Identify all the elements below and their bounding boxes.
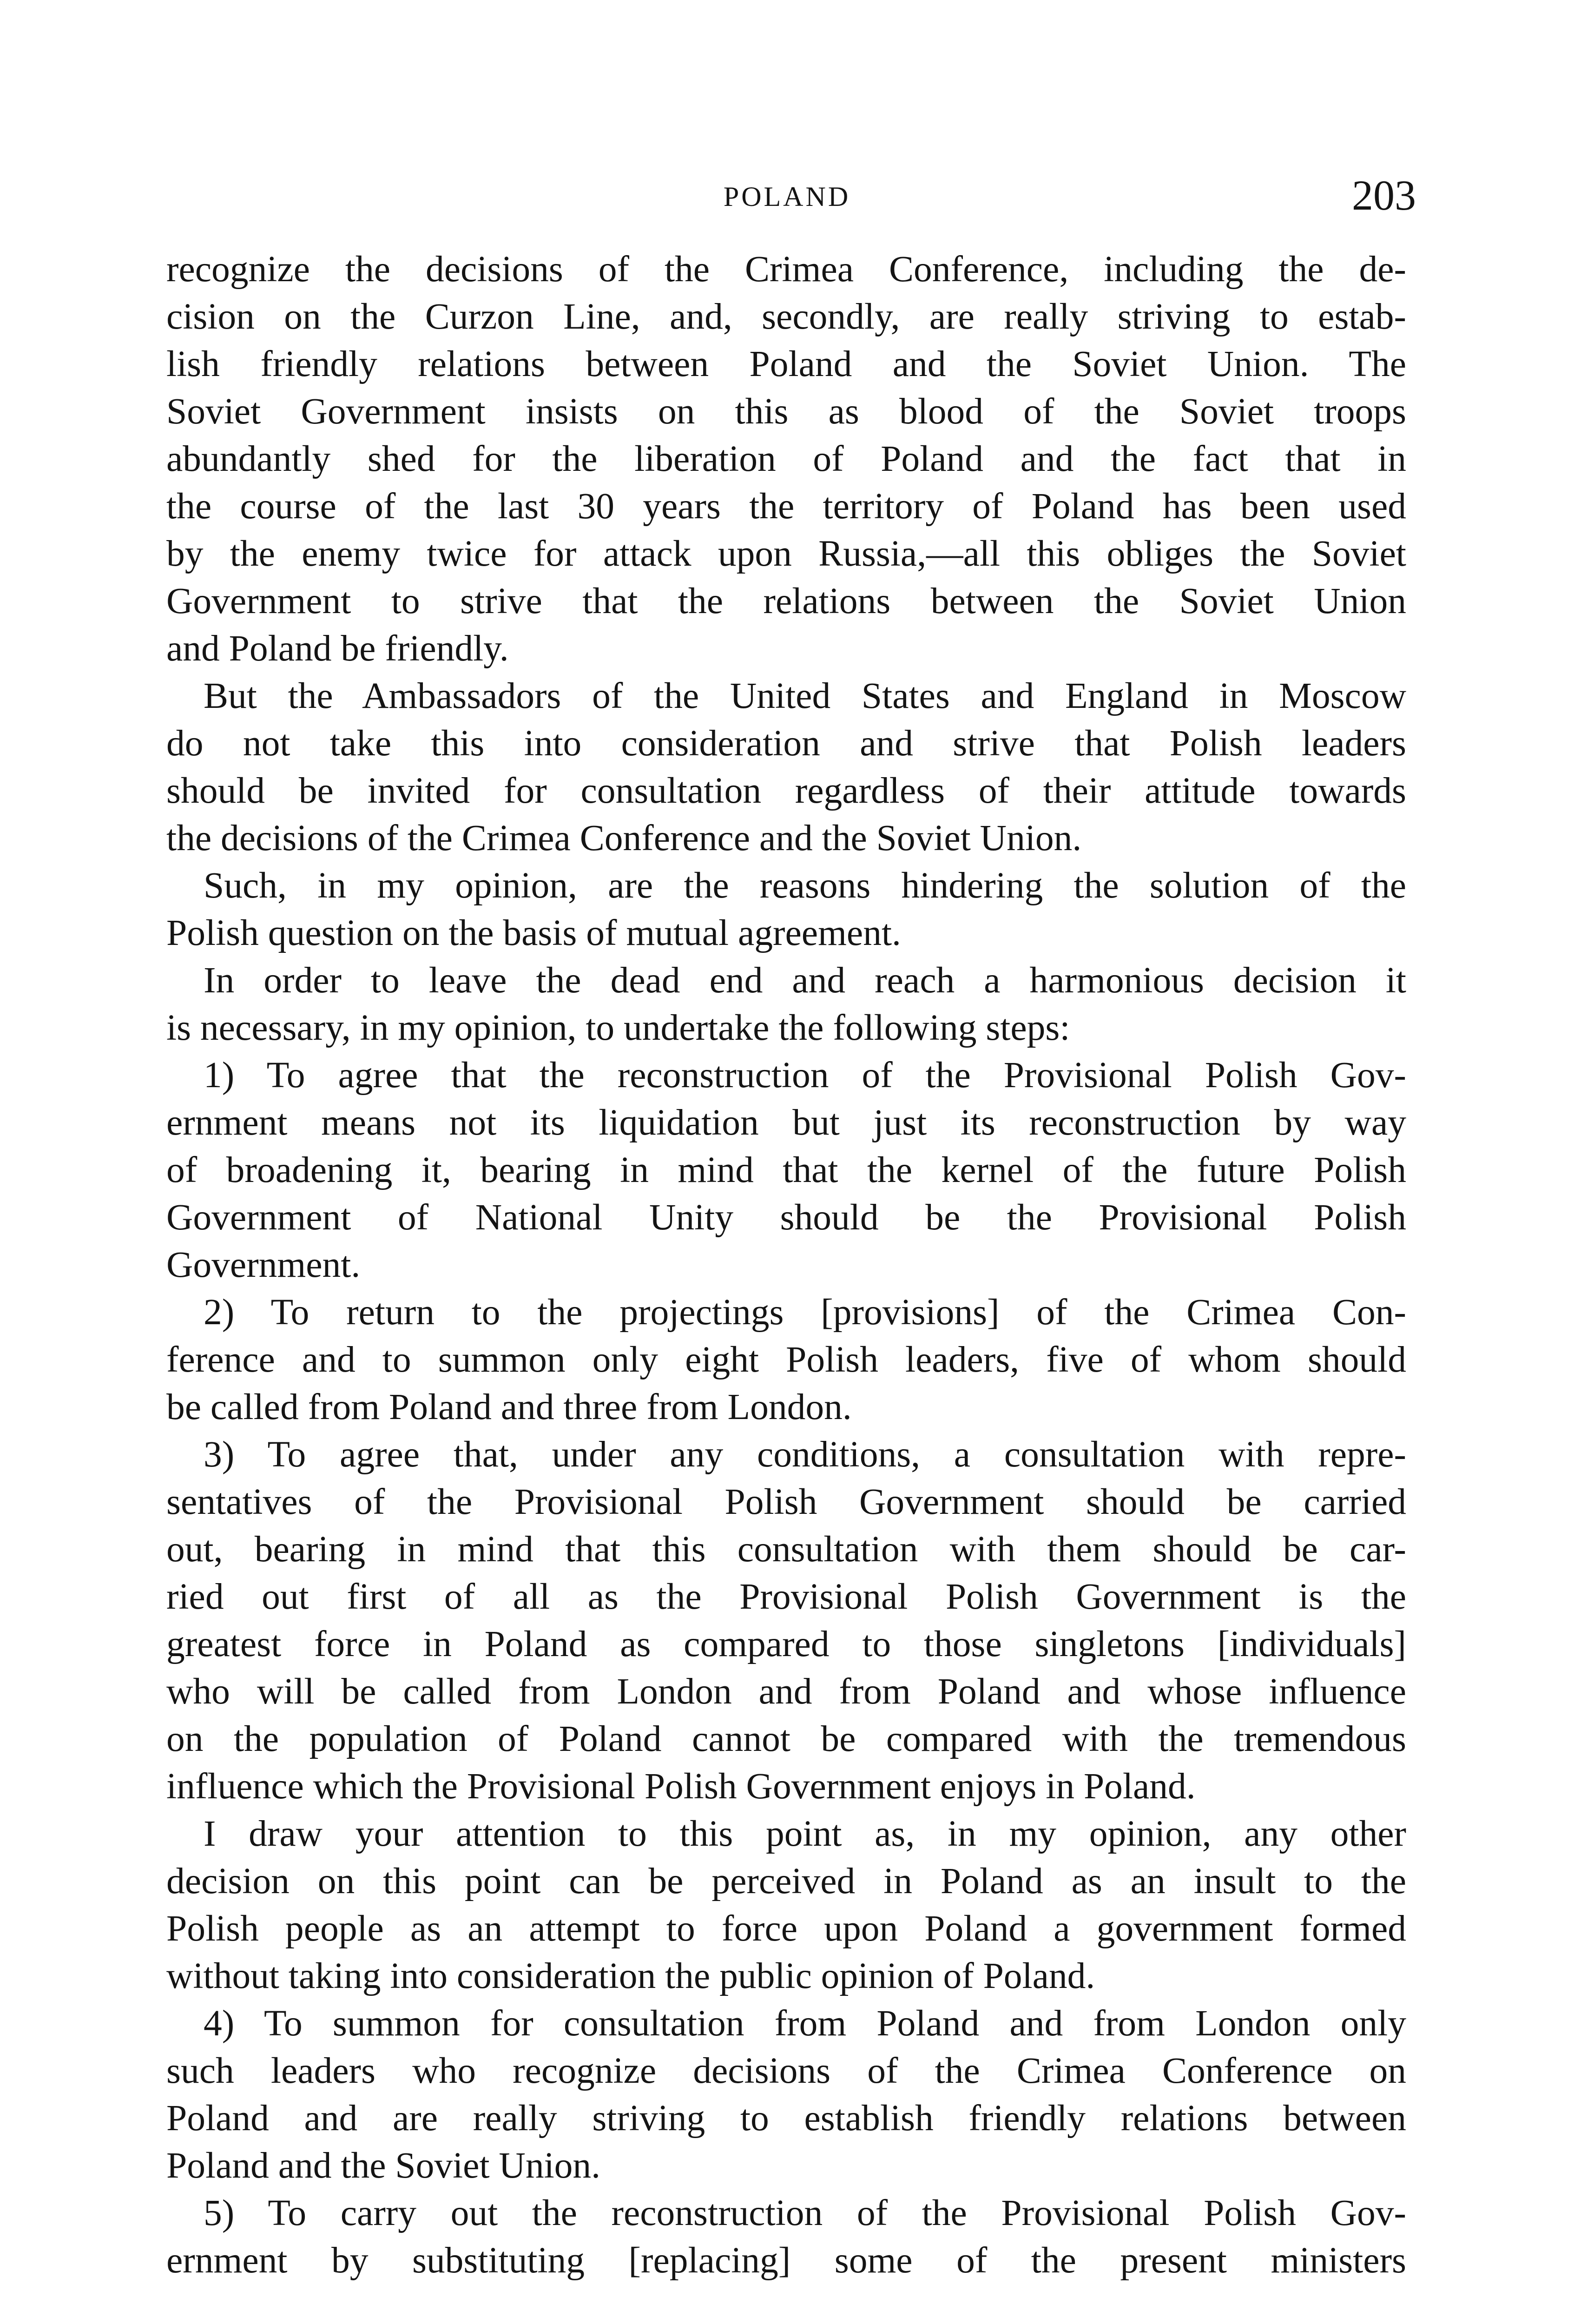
text-line: Such, in my opinion, are the reasons hindering the solution of the [204, 865, 1406, 906]
text-line: ernment by substituting [replacing] some of the present ministers [166, 2240, 1406, 2281]
text-line: the course of the last 30 years the territory of Poland has been used [166, 486, 1406, 527]
text-line: decision on this point can be perceived in Poland as an insult to the [166, 1861, 1406, 1901]
text-line: of broadening it, bearing in mind that the kernel of the future Polish [166, 1149, 1406, 1190]
running-title: POLAND [723, 181, 851, 212]
text-line: greatest force in Poland as compared to those singletons [individuals] [166, 1624, 1406, 1664]
body-text [166, 245, 1406, 2284]
text-line: ried out first of all as the Provisional Polish Government is the [166, 1576, 1406, 1617]
text-line: Government of National Unity should be the Provisional Polish [166, 1197, 1406, 1238]
text-line: should be invited for consultation regardless of their attitude towards [166, 770, 1406, 811]
text-line: and Poland be friendly. [166, 628, 509, 669]
text-line: 5) To carry out the reconstruction of the Provisional Polish Gov- [204, 2192, 1406, 2233]
text-line: 3) To agree that, under any conditions, a consultation with repre- [204, 1434, 1406, 1475]
text-line: lish friendly relations between Poland and the Soviet Union. The [166, 343, 1406, 384]
text-line: on the population of Poland cannot be compared with the tremendous [166, 1718, 1406, 1759]
text-line: 4) To summon for consultation from Poland and from London only [204, 2003, 1406, 2044]
text-line: Government. [166, 1244, 361, 1285]
text-line: ernment means not its liquidation but just its reconstruction by way [166, 1102, 1406, 1143]
text-line: Soviet Government insists on this as blood of the Soviet troops [166, 391, 1406, 432]
text-line: Poland and are really striving to establish friendly relations between [166, 2098, 1406, 2139]
text-line: out, bearing in mind that this consultation with them should be car- [166, 1529, 1406, 1570]
text-line: such leaders who recognize decisions of the Crimea Conference on [166, 2050, 1406, 2091]
text-line: But the Ambassadors of the United States and England in Moscow [204, 675, 1406, 716]
text-line: the decisions of the Crimea Conference and the Soviet Union. [166, 818, 1082, 858]
text-line: Polish question on the basis of mutual agreement. [166, 912, 901, 953]
text-line: sentatives of the Provisional Polish Government should be carried [166, 1481, 1406, 1522]
text-line: without taking into consideration the public opinion of Poland. [166, 1955, 1095, 1996]
text-line: I draw your attention to this point as, in my opinion, any other [204, 1813, 1406, 1854]
text-line: do not take this into consideration and strive that Polish leaders [166, 723, 1406, 764]
text-line: 2) To return to the projectings [provisions] of the Crimea Con- [204, 1292, 1406, 1333]
text-line: Government to strive that the relations between the Soviet Union [166, 581, 1406, 621]
text-line: be called from Poland and three from London. [166, 1386, 852, 1427]
text-line: who will be called from London and from Poland and whose influence [166, 1671, 1406, 1712]
text-line: recognize the decisions of the Crimea Conference, including the de- [166, 249, 1406, 290]
text-line: Polish people as an attempt to force upon Poland a government formed [166, 1908, 1406, 1949]
text-line: cision on the Curzon Line, and, secondly, are really striving to estab- [166, 296, 1406, 337]
text-line: by the enemy twice for attack upon Russia,—all this obliges the Soviet [166, 533, 1406, 574]
text-line: is necessary, in my opinion, to undertake the following steps: [166, 1007, 1070, 1048]
page-number: 203 [1352, 172, 1416, 219]
text-line: ference and to summon only eight Polish leaders, five of whom should [166, 1339, 1406, 1380]
text-line: Poland and the Soviet Union. [166, 2145, 601, 2186]
text-line: In order to leave the dead end and reach a harmonious decision it [204, 960, 1406, 1001]
text-line: 1) To agree that the reconstruction of the Provisional Polish Gov- [204, 1055, 1406, 1096]
running-head [0, 172, 1574, 218]
text-line: abundantly shed for the liberation of Poland and the fact that in [166, 438, 1406, 479]
text-line: influence which the Provisional Polish Government enjoys in Poland. [166, 1766, 1196, 1807]
